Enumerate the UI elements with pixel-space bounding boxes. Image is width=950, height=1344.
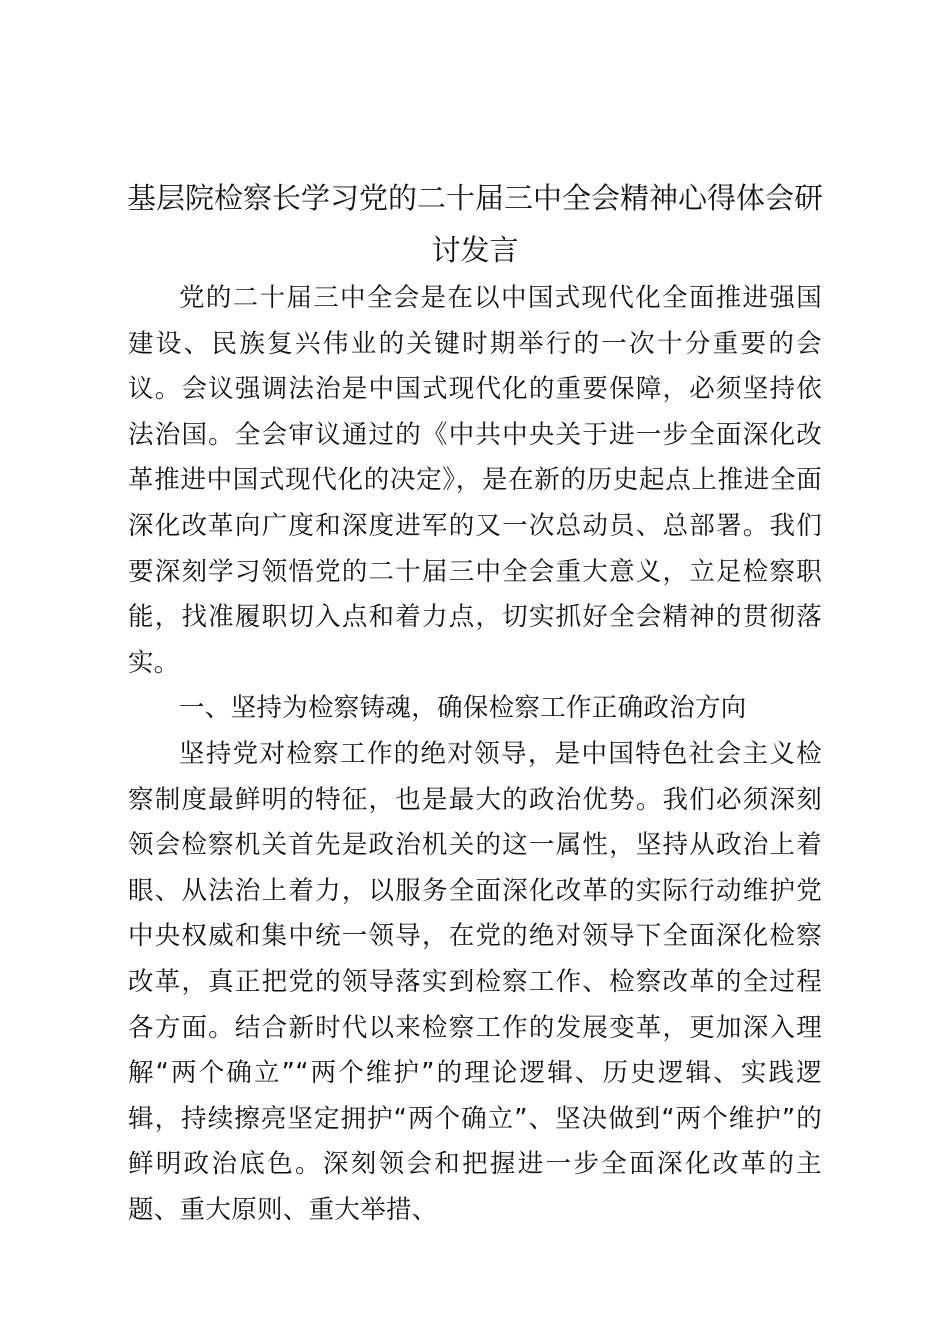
section-heading: 一、坚持为检察铸魂，确保检察工作正确政治方向: [179, 693, 747, 724]
document-page: [128, 172, 822, 1233]
document-title: 基层院检察长学习党的二十届三中全会精神心得体会研讨发言: [126, 181, 823, 267]
section-paragraph: 坚持党对检察工作的绝对领导，是中国特色社会主义检察制度最鲜明的特征，也是最大的政治优势。我们必须深刻领会检察机关首先是政治机关的这一属性，坚持从政治上着眼、从法治上着力，以服务全面深化改革的实际行动维护党中央权威和集中统一领导，在党的绝对领导下全面深化检察改革，真正把党的领导落实到检察工作、检察改革的全过程各方面。结合新时代以来检察工作的发展变革，更加深入理解“两个确立”“两个维护”的理论逻辑、历史逻辑、实践逻辑，持续擦亮坚定拥护“两个确立”、坚决做到“两个维护”的鲜明政治底色。深刻领会和把握进一步全面深化改革的主题、重大原则、重大举措、: [128, 738, 822, 1225]
intro-paragraph: 党的二十届三中全会是在以中国式现代化全面推进强国建设、民族复兴伟业的关键时期举行的一次十分重要的会议。会议强调法治是中国式现代化的重要保障，必须坚持依法治国。全会审议通过的《中共中央关于进一步全面深化改革推进中国式现代化的决定》，是在新的历史起点上推进全面深化改革向广度和深度进军的又一次总动员、总部署。我们要深刻学习领悟党的二十届三中全会重大意义，立足检察职能，找准履职切入点和着力点，切实抓好全会精神的贯彻落实。: [128, 283, 822, 678]
